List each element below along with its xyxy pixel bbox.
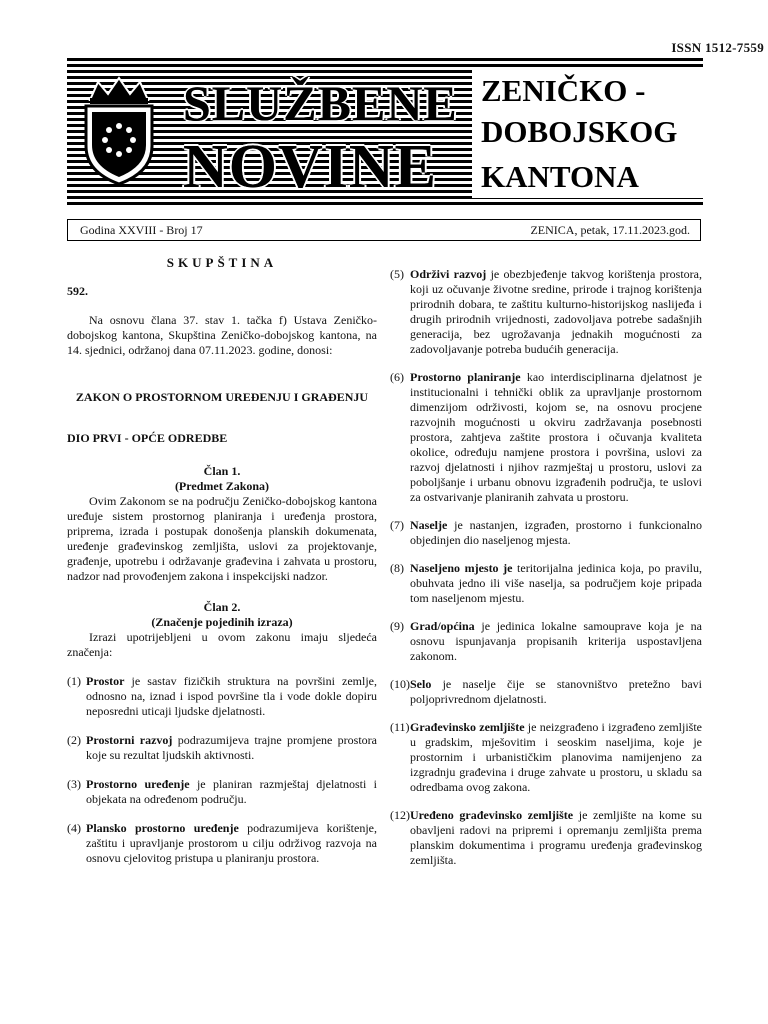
- item-text: [410, 677, 702, 707]
- item-body: je jedinica lokalne samouprave koja je na osnovu ispunjavanja propisanih kriterija uspostavljena zakonom.: [410, 619, 702, 663]
- list-item: [67, 777, 377, 807]
- item-body: je naselje čije se stanovništvo pretežno bavi poljoprivrednom djelatnosti.: [410, 677, 702, 706]
- canton-line3: KANTONA: [481, 159, 639, 194]
- item-term: Grad/općina: [410, 619, 475, 633]
- canton-line1: ZENIČKO -: [481, 73, 646, 108]
- act-number: 592.: [67, 284, 88, 298]
- item-term: Prostor: [86, 674, 125, 688]
- issn-label: ISSN 1512-7559: [671, 40, 764, 55]
- item-number: (4): [67, 821, 81, 835]
- item-text: [410, 808, 702, 868]
- item-term: Prostorno uređenje: [86, 777, 190, 791]
- article-1-text: Ovim Zakonom se na području Zeničko-dobojskog kantona uređuje sistem prostornog planiranja i uređenja prostora, priprema, izrada i postupak donošenja planskih dokumenata, uređenje građevinskog zemljišta, uslovi za projektovanje, građenje, upotrebu i održavanje građevina i zahvata u prostoru, nadzor nad provođenjem zakona i inspekcijski nadzor.: [67, 494, 377, 583]
- item-text: [410, 518, 702, 548]
- intro-paragraph: Na osnovu člana 37. stav 1. tačka f) Ustava Zeničko-dobojskog kantona, Skupština Zeničko-dobojskog kantona, na 14. sjednici, održanoj dana 07.11.2023. godine, donosi:: [67, 313, 377, 357]
- left-column: [67, 255, 377, 880]
- item-text: [86, 821, 377, 866]
- list-item: [390, 677, 702, 707]
- item-number: (10): [390, 677, 410, 691]
- list-item: [390, 720, 702, 795]
- article-2-heading: Član 2.: [203, 600, 241, 614]
- article-2-text: Izrazi upotrijebljeni u ovom zakonu imaju sljedeća značenja:: [67, 630, 377, 659]
- item-number: (1): [67, 674, 81, 688]
- issue-date: ZENICA, petak, 17.11.2023.god.: [530, 223, 690, 237]
- item-text: [410, 267, 702, 357]
- article-2-subtitle: (Značenje pojedinih izraza): [151, 615, 293, 629]
- item-number: (9): [390, 619, 404, 633]
- item-number: (2): [67, 733, 81, 747]
- list-item: [390, 267, 702, 357]
- list-item: [390, 619, 702, 664]
- item-term: Održivi razvoj: [410, 267, 487, 281]
- law-title: ZAKON O PROSTORNOM UREĐENJU I GRAĐENJU: [75, 390, 369, 404]
- title-line1: SLUŽBENE: [183, 75, 458, 131]
- part-title: DIO PRVI - OPĆE ODREDBE: [67, 431, 228, 445]
- item-term: Uređeno građevinsko zemljište: [410, 808, 574, 822]
- item-body: je neizgrađeno i izgrađeno zemljište u gradskim, mješovitim i seoskim naseljima, koje je prostornim i urbanističkim planovima namijenjeno za izgradnju građevina i druge zahvate u prostoru, u skladu sa odredbama ovog zakona.: [410, 720, 702, 794]
- item-body: kao interdisciplinarna djelatnost je institucionalni i tehnički oblik za upravljanje prostornom dimenzijom održivosti, kojom se, na osnovu procjene razvojnih mogućnosti u okviru zadržavanja posebnosti prostora, zahtjeva zaštite prostora i očuvanja kvaliteta okolice, određuju namjene prostora i površina, uslovi za razvoj djelatnosti i njihov razmještaj u prostoru, uslovi za poboljšanje i urbanu obnovu izgrađenih područja, te uslovi za ostvarivanje planiranih zahvata u prostoru.: [410, 370, 702, 504]
- item-number: (3): [67, 777, 81, 791]
- item-text: [410, 561, 702, 606]
- item-text: [410, 619, 702, 664]
- item-body: je planiran razmještaj djelatnosti i objekata na određenom području.: [86, 777, 377, 806]
- list-item: [67, 674, 377, 719]
- list-item: [67, 821, 377, 866]
- item-body: podrazumijeva korištenje, zaštitu i upravljanje prostorom u cilju održivog razvoja na osnovu cjelovitog pristupa u planiranju prostora.: [86, 821, 377, 865]
- item-number: (6): [390, 370, 404, 384]
- list-item: [390, 808, 702, 868]
- item-number: (7): [390, 518, 404, 532]
- article-1-subtitle: (Predmet Zakona): [174, 479, 270, 493]
- list-item: [390, 518, 702, 548]
- item-number: (8): [390, 561, 404, 575]
- item-text: [410, 370, 702, 505]
- item-term: Plansko prostorno uređenje: [86, 821, 239, 835]
- article-1-heading: Član 1.: [203, 464, 241, 478]
- item-body: podrazumijeva trajne promjene prostora koje su rezultat ljudskih aktivnosti.: [86, 733, 377, 762]
- item-number: (5): [390, 267, 404, 281]
- item-body: je zemljište na kome su obavljeni radovi na pripremi i opremanju zemljišta prema planskim dokumentima i programu uređenja građevinskog zemljišta.: [410, 808, 702, 867]
- item-term: Selo: [410, 677, 432, 691]
- item-body: je nastanjen, izgrađen, prostorno i funkcionalno objedinjen dio naseljenog mjesta.: [410, 518, 702, 547]
- list-item: [67, 733, 377, 763]
- item-text: [86, 674, 377, 719]
- item-body: teritorijalna jedinica koja, po pravilu, obuhvata jedno ili više naselja, sa područjem koje pripada tom naseljenom mjestu.: [410, 561, 702, 605]
- item-term: Građevinsko zemljište: [410, 720, 525, 734]
- canton-line2: DOBOJSKOG: [481, 114, 678, 149]
- title-line2: NOVINE: [183, 133, 438, 201]
- item-term: Naselje: [410, 518, 448, 532]
- issue-number: Godina XXVIII - Broj 17: [80, 223, 203, 237]
- item-text: [86, 733, 377, 763]
- item-term: Prostorno planiranje: [410, 370, 521, 384]
- item-body: je obezbjeđenje takvog korištenja prostora, koji uz očuvanje životne sredine, prirode i trajnog korištenja prirodnih dobara, te zaštitu kulturno-historijskog naslijeđa i drugih prirodnih vrijednosti, zadovoljava potrebe sadašnjih generacija, bez ugrožavanja jednakih mogućnosti za zadovoljavanje potreba budućih generacija.: [410, 267, 703, 356]
- item-term: Prostorni razvoj: [86, 733, 173, 747]
- item-body: je sastav fizičkih struktura na površini zemlje, odnosno na, iznad i ispod površine tla i vode dokle dopiru neposredni uticaji ljudske djelatnosti.: [86, 674, 377, 718]
- item-text: [86, 777, 377, 807]
- section-heading: SKUPŠTINA: [166, 255, 278, 270]
- coat-of-arms-icon: [78, 76, 160, 186]
- item-text: [410, 720, 702, 795]
- item-number: (12): [390, 808, 410, 822]
- right-column: [390, 267, 702, 881]
- issue-bar: [67, 219, 701, 241]
- list-item: [390, 370, 702, 505]
- list-item: [390, 561, 702, 606]
- item-term: Naseljeno mjesto je: [410, 561, 513, 575]
- item-number: (11): [390, 720, 410, 734]
